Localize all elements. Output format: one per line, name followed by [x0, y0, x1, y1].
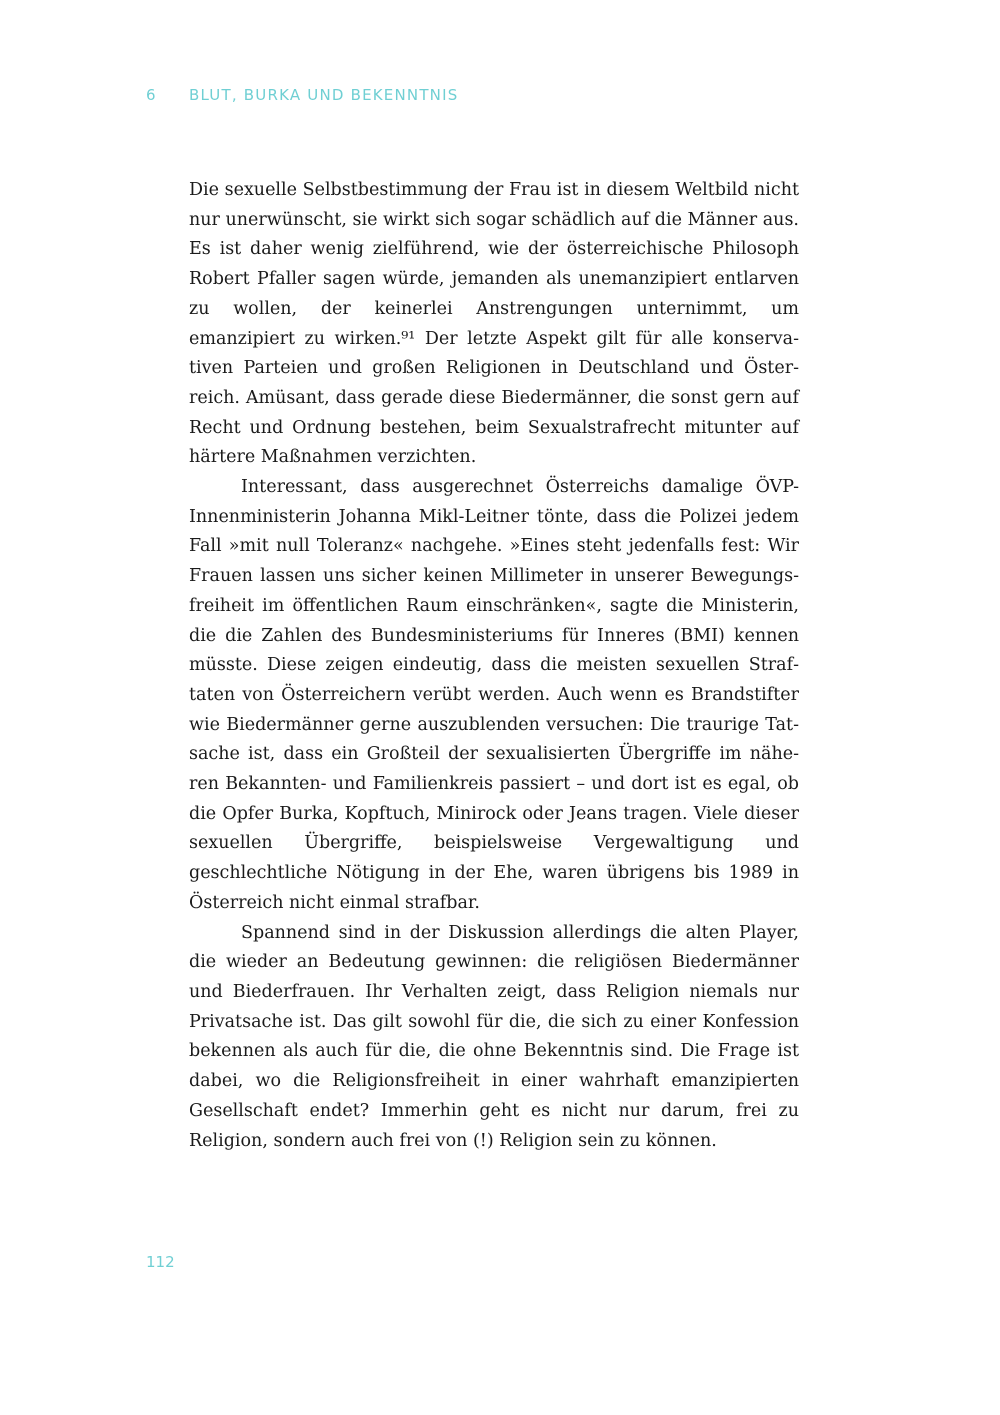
paragraph: Interessant, dass ausgerechnet Österreichs damalige ÖVP-Innenministerin Johanna Mikl-Leitner tönte, dass die Polizei jedem Fall »mit null Toleranz« nachgehe. »Eines steht jedenfalls fest: Wir Frauen lassen uns sicher keinen Millimeter in unserer Bewegungsfreiheit im öffentlichen Raum einschränken«, sagte die Ministerin, die die Zahlen des Bundesministeriums für Inneres (BMI) kennen müsste. Diese zeigen eindeutig, dass die meisten sexuellen Straftaten von Österreichern verübt werden. Auch wenn es Brandstifter wie Biedermänner gerne auszublenden versuchen: Die traurige Tatsache ist, dass ein Großteil der sexualisierten Übergriffe im näheren Bekannten- und Familienkreis passiert – und dort ist es egal, ob die Opfer Burka, Kopftuch, Minirock oder Jeans tragen. Viele dieser sexuellen Übergriffe, beispielsweise Vergewaltigung und geschlechtliche Nötigung in der Ehe, waren übrigens bis 1989 in Österreich nicht einmal strafbar. [189, 477, 799, 913]
chapter-title: BLUT, BURKA UND BEKENNTNIS [189, 86, 459, 104]
running-header [146, 86, 458, 104]
chapter-number: 6 [146, 86, 157, 104]
paragraph: Spannend sind in der Diskussion allerdings die alten Player, die wieder an Bedeutung gewinnen: die religiösen Biedermänner und Biederfrauen. Ihr Verhalten zeigt, dass Religion niemals nur Privatsache ist. Das gilt sowohl für die, die sich zu einer Konfession bekennen als auch für die, die ohne Bekenntnis sind. Die Frage ist dabei, wo die Religionsfreiheit in einer wahrhaft emanzipierten Gesellschaft endet? Immerhin geht es nicht nur darum, frei zu Religion, sondern auch frei von (!) Religion sein zu können. [189, 922, 799, 1151]
page-number: 112 [146, 1253, 175, 1271]
body-text [189, 176, 799, 1156]
paragraph: Die sexuelle Selbstbestimmung der Frau ist in diesem Weltbild nicht nur unerwünscht, sie wirkt sich sogar schädlich auf die Männer aus. Es ist daher wenig zielführend, wie der österreichische Philosoph Robert Pfaller sagen würde, jemanden als unemanzipiert entlarven zu wollen, der keinerlei Anstrengungen unternimmt, um emanzipiert zu wirken.⁹¹ Der letzte Aspekt gilt für alle konservativen Parteien und großen Religionen in Deutschland und Österreich. Amüsant, dass gerade diese Biedermänner, die sonst gern auf Recht und Ordnung bestehen, beim Sexualstrafrecht mitunter auf härtere Maßnahmen verzichten. [189, 180, 799, 468]
